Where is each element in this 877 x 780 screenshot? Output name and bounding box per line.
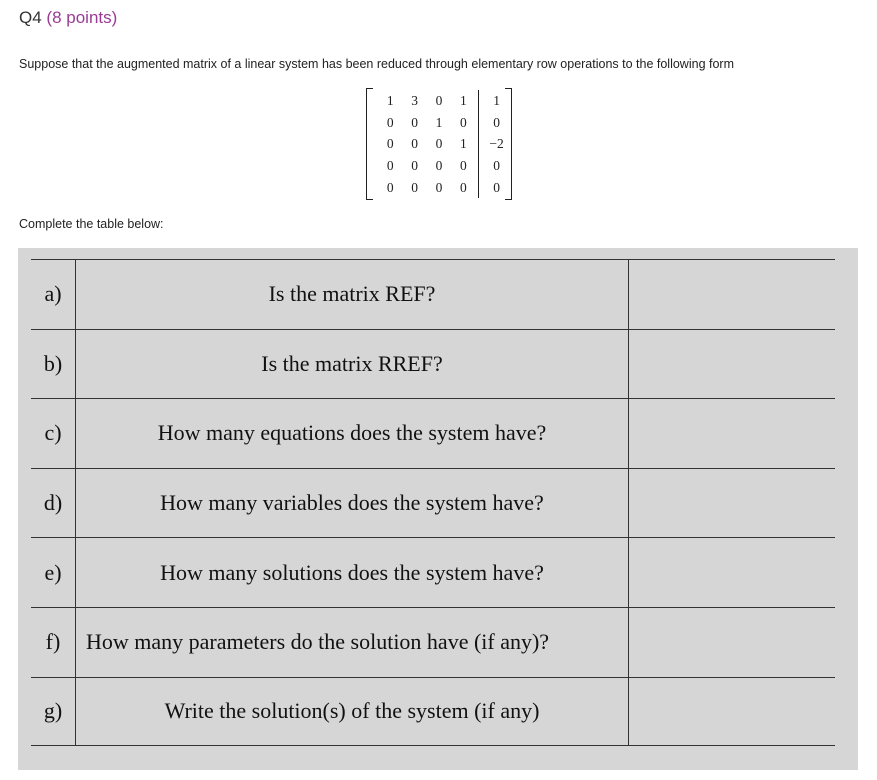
matrix-augmented-cell: 1 [478,90,515,112]
matrix-left-bracket [366,88,373,200]
table-row [31,329,835,399]
table-row [31,677,835,747]
answer-cell[interactable] [629,399,835,468]
matrix-grid [378,90,515,198]
row-letter: d) [43,490,63,516]
answer-cell[interactable] [629,469,835,538]
matrix-cell: 0 [386,114,394,130]
row-question: Write the solution(s) of the system (if any) [75,678,629,746]
matrix-augmented-cell: 0 [478,177,515,199]
matrix-row [378,90,515,112]
row-question: How many solutions does the system have? [75,538,629,607]
matrix-cell: 0 [435,136,443,152]
matrix-augmented-cell: −2 [478,133,515,155]
table-row [31,537,835,607]
row-letter: c) [44,420,62,446]
row-question: Is the matrix RREF? [75,330,629,399]
matrix-cell: 0 [386,157,394,173]
matrix-cell: 0 [386,179,394,195]
question-number: Q4 [19,8,42,27]
augmented-matrix [366,88,512,200]
question-header [19,8,117,28]
matrix-row [378,133,515,155]
matrix-cell: 0 [411,157,418,173]
row-question: How many equations does the system have? [75,399,629,468]
matrix-cell: 0 [459,179,467,195]
row-letter: e) [44,559,62,585]
matrix-augmented-cell: 0 [478,155,515,177]
matrix-cell: 1 [435,114,443,130]
matrix-cell: 0 [411,179,418,195]
matrix-cell: 0 [435,179,443,195]
matrix-cell: 0 [459,157,467,173]
row-letter: f) [45,629,61,655]
matrix-cell: 1 [386,92,394,108]
matrix-cell: 0 [435,157,443,173]
table-row [31,607,835,677]
instruction-text: Complete the table below: [19,217,164,231]
answer-cell[interactable] [629,608,835,677]
answer-cell[interactable] [629,538,835,607]
matrix-cell: 3 [411,92,418,108]
matrix-cell: 0 [435,92,443,108]
row-question: How many parameters do the solution have (if any)? [75,608,629,677]
matrix-cell: 0 [411,136,418,152]
matrix-row [378,155,515,177]
matrix-cell: 0 [459,114,467,130]
matrix-augmented-cell: 0 [478,112,515,134]
answer-cell[interactable] [629,678,835,746]
question-points: (8 points) [46,8,118,27]
matrix-row [378,112,515,134]
answer-cell[interactable] [629,330,835,399]
question-table [18,248,858,770]
matrix-cell: 1 [459,136,467,152]
table-row [31,468,835,538]
row-question: Is the matrix REF? [75,260,629,329]
table-row [31,398,835,468]
matrix-cell: 0 [411,114,418,130]
row-letter: g) [43,698,63,724]
matrix-cell: 1 [459,92,467,108]
table-row [31,259,835,329]
matrix-row [378,177,515,199]
matrix-cell: 0 [386,136,394,152]
row-letter: a) [44,281,62,307]
row-question: How many variables does the system have? [75,469,629,538]
intro-text: Suppose that the augmented matrix of a linear system has been reduced through elementary row operations to the following form [19,57,734,71]
row-letter: b) [43,350,63,376]
answer-cell[interactable] [629,260,835,329]
